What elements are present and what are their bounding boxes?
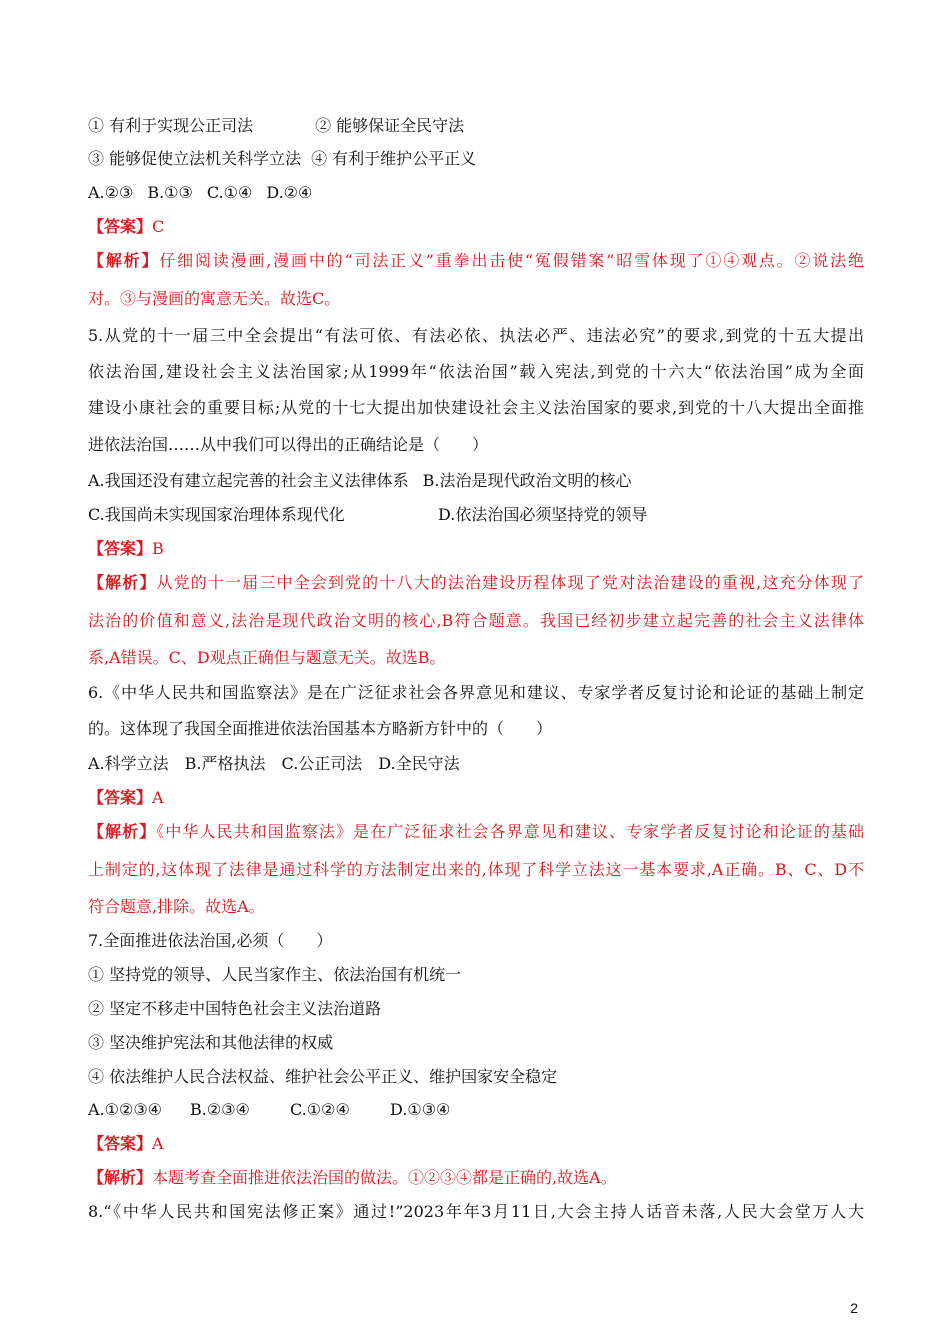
q5-analysis-line-1 — [88, 572, 864, 594]
q7-option-2: ② 坚定不移走中国特色社会主义法治道路 — [88, 999, 382, 1018]
q4-answer-value: C — [152, 217, 165, 236]
q5-option-b: B.法治是现代政治文明的核心 — [422, 471, 632, 490]
q6-answer-tag: 【答案】 — [88, 788, 153, 807]
q4-option-1: ① 有利于实现公正司法 — [88, 116, 254, 135]
q6-choice-d: D.全民守法 — [378, 754, 460, 773]
q7-answer-tag: 【答案】 — [88, 1134, 153, 1153]
q6-stem-line-1: 6.《中华人民共和国监察法》是在广泛征求社会各界意见和建议、专家学者反复讨论和论证的基础上制定 — [88, 683, 864, 702]
q5-analysis-text-1: 从党的十一届三中全会到党的十八大的法治建设历程体现了党对法治建设的重视,这充分体现了 — [156, 573, 864, 592]
q6-answer — [88, 787, 864, 809]
q4-option-4: ④ 有利于维护公平正义 — [311, 149, 477, 168]
q5-option-a: A.我国还没有建立起完善的社会主义法律体系 — [88, 471, 409, 490]
q4-choice-d: D.②④ — [266, 183, 313, 202]
q7-option-4: ④ 依法维护人民合法权益、维护社会公平正义、维护国家安全稳定 — [88, 1067, 558, 1086]
q7-option-3: ③ 坚决维护宪法和其他法律的权威 — [88, 1033, 334, 1052]
q4-options-row-2 — [88, 148, 864, 170]
q6-stem-line-2: 的。这体现了我国全面推进依法治国基本方略新方针中的（ ） — [88, 719, 553, 738]
q7-choice-b: B.②③④ — [190, 1100, 250, 1119]
q6-choice-a: A.科学立法 — [88, 754, 169, 773]
q6-choice-b: B.严格执法 — [184, 754, 266, 773]
q5-answer-value: B — [152, 539, 164, 558]
q6-analysis-line-3: 符合题意,排除。故选A。 — [88, 897, 265, 916]
q7-analysis-text: 本题考查全面推进依法治国的做法。①②③④都是正确的,故选A。 — [152, 1168, 617, 1187]
q6-answer-value: A — [152, 788, 164, 807]
q6-analysis-tag: 【解析】 — [88, 822, 157, 841]
q7-choice-d: D.①③④ — [390, 1100, 451, 1119]
q4-option-2: ② 能够保证全民守法 — [315, 116, 465, 135]
q5-analysis-line-2: 法治的价值和意义,法治是现代政治文明的核心,B符合题意。我国已经初步建立起完善的社会主义法律体 — [88, 611, 864, 630]
q4-options-row-1 — [88, 115, 864, 137]
q4-analysis-text-1: 仔细阅读漫画,漫画中的“司法正义”重拳出击使“冤假错案”昭雪体现了①④观点。②说法绝 — [159, 251, 864, 270]
q4-answer — [88, 216, 864, 238]
q6-choice-c: C.公正司法 — [281, 754, 363, 773]
q4-analysis-line-2: 对。③与漫画的寓意无关。故选C。 — [88, 289, 341, 308]
q7-choice-a: A.①②③④ — [88, 1100, 163, 1119]
q4-choices — [88, 182, 864, 204]
q4-analysis-line-1 — [88, 250, 864, 272]
q5-stem-line-3: 建设小康社会的重要目标;从党的十七大提出加快建设社会主义法治国家的要求,到党的十八大提出全面推 — [88, 398, 864, 417]
q5-analysis-tag: 【解析】 — [88, 573, 157, 592]
q5-option-c: C.我国尚未实现国家治理体系现代化 — [88, 505, 345, 524]
q5-stem-line-2: 依法治国,建设社会主义法治国家;从1999年“依法治国”载入宪法,到党的十六大“依法治国”成为全面 — [88, 362, 864, 381]
q4-answer-tag: 【答案】 — [88, 217, 153, 236]
q7-answer — [88, 1133, 864, 1155]
page-number: 2 — [850, 1300, 858, 1316]
q6-choices — [88, 753, 864, 775]
q4-choice-b: B.①③ — [147, 183, 193, 202]
q5-answer — [88, 538, 864, 560]
q5-stem-line-4: 进依法治国……从中我们可以得出的正确结论是（ ） — [88, 435, 489, 454]
q4-choice-a: A.②③ — [88, 183, 134, 202]
q7-choices — [88, 1099, 864, 1121]
q5-options-row-1 — [88, 470, 864, 492]
q8-stem-line-1: 8.“《中华人民共和国宪法修正案》通过!”2023年年3月11日,大会主持人话音未落,人民大会堂万人大 — [88, 1202, 864, 1221]
q5-options-row-2 — [88, 504, 864, 526]
q7-answer-value: A — [152, 1134, 164, 1153]
q5-stem-line-1: 5.从党的十一届三中全会提出“有法可依、有法必依、执法必严、违法必究”的要求,到党的十五大提出 — [88, 326, 864, 345]
q4-option-3: ③ 能够促使立法机关科学立法 — [88, 149, 302, 168]
q6-analysis-line-2: 上制定的,这体现了法律是通过科学的方法制定出来的,体现了科学立法这一基本要求,A正确。B、C、D不 — [88, 860, 864, 879]
q4-choice-c: C.①④ — [206, 183, 253, 202]
q7-analysis — [88, 1167, 864, 1189]
q7-stem: 7.全面推进依法治国,必须（ ） — [88, 931, 333, 950]
q4-analysis-tag: 【解析】 — [88, 251, 160, 270]
q6-analysis-line-1 — [88, 821, 864, 843]
q5-option-d: D.依法治国必须坚持党的领导 — [438, 505, 648, 524]
q6-analysis-text-1: 《中华人民共和国监察法》是在广泛征求社会各界意见和建议、专家学者反复讨论和论证的基础 — [156, 822, 864, 841]
q5-answer-tag: 【答案】 — [88, 539, 153, 558]
q7-analysis-tag: 【解析】 — [88, 1168, 153, 1187]
q5-analysis-line-3: 系,A错误。C、D观点正确但与题意无关。故选B。 — [88, 648, 446, 667]
q7-option-1: ① 坚持党的领导、人民当家作主、依法治国有机统一 — [88, 965, 462, 984]
q7-choice-c: C.①②④ — [290, 1100, 350, 1119]
